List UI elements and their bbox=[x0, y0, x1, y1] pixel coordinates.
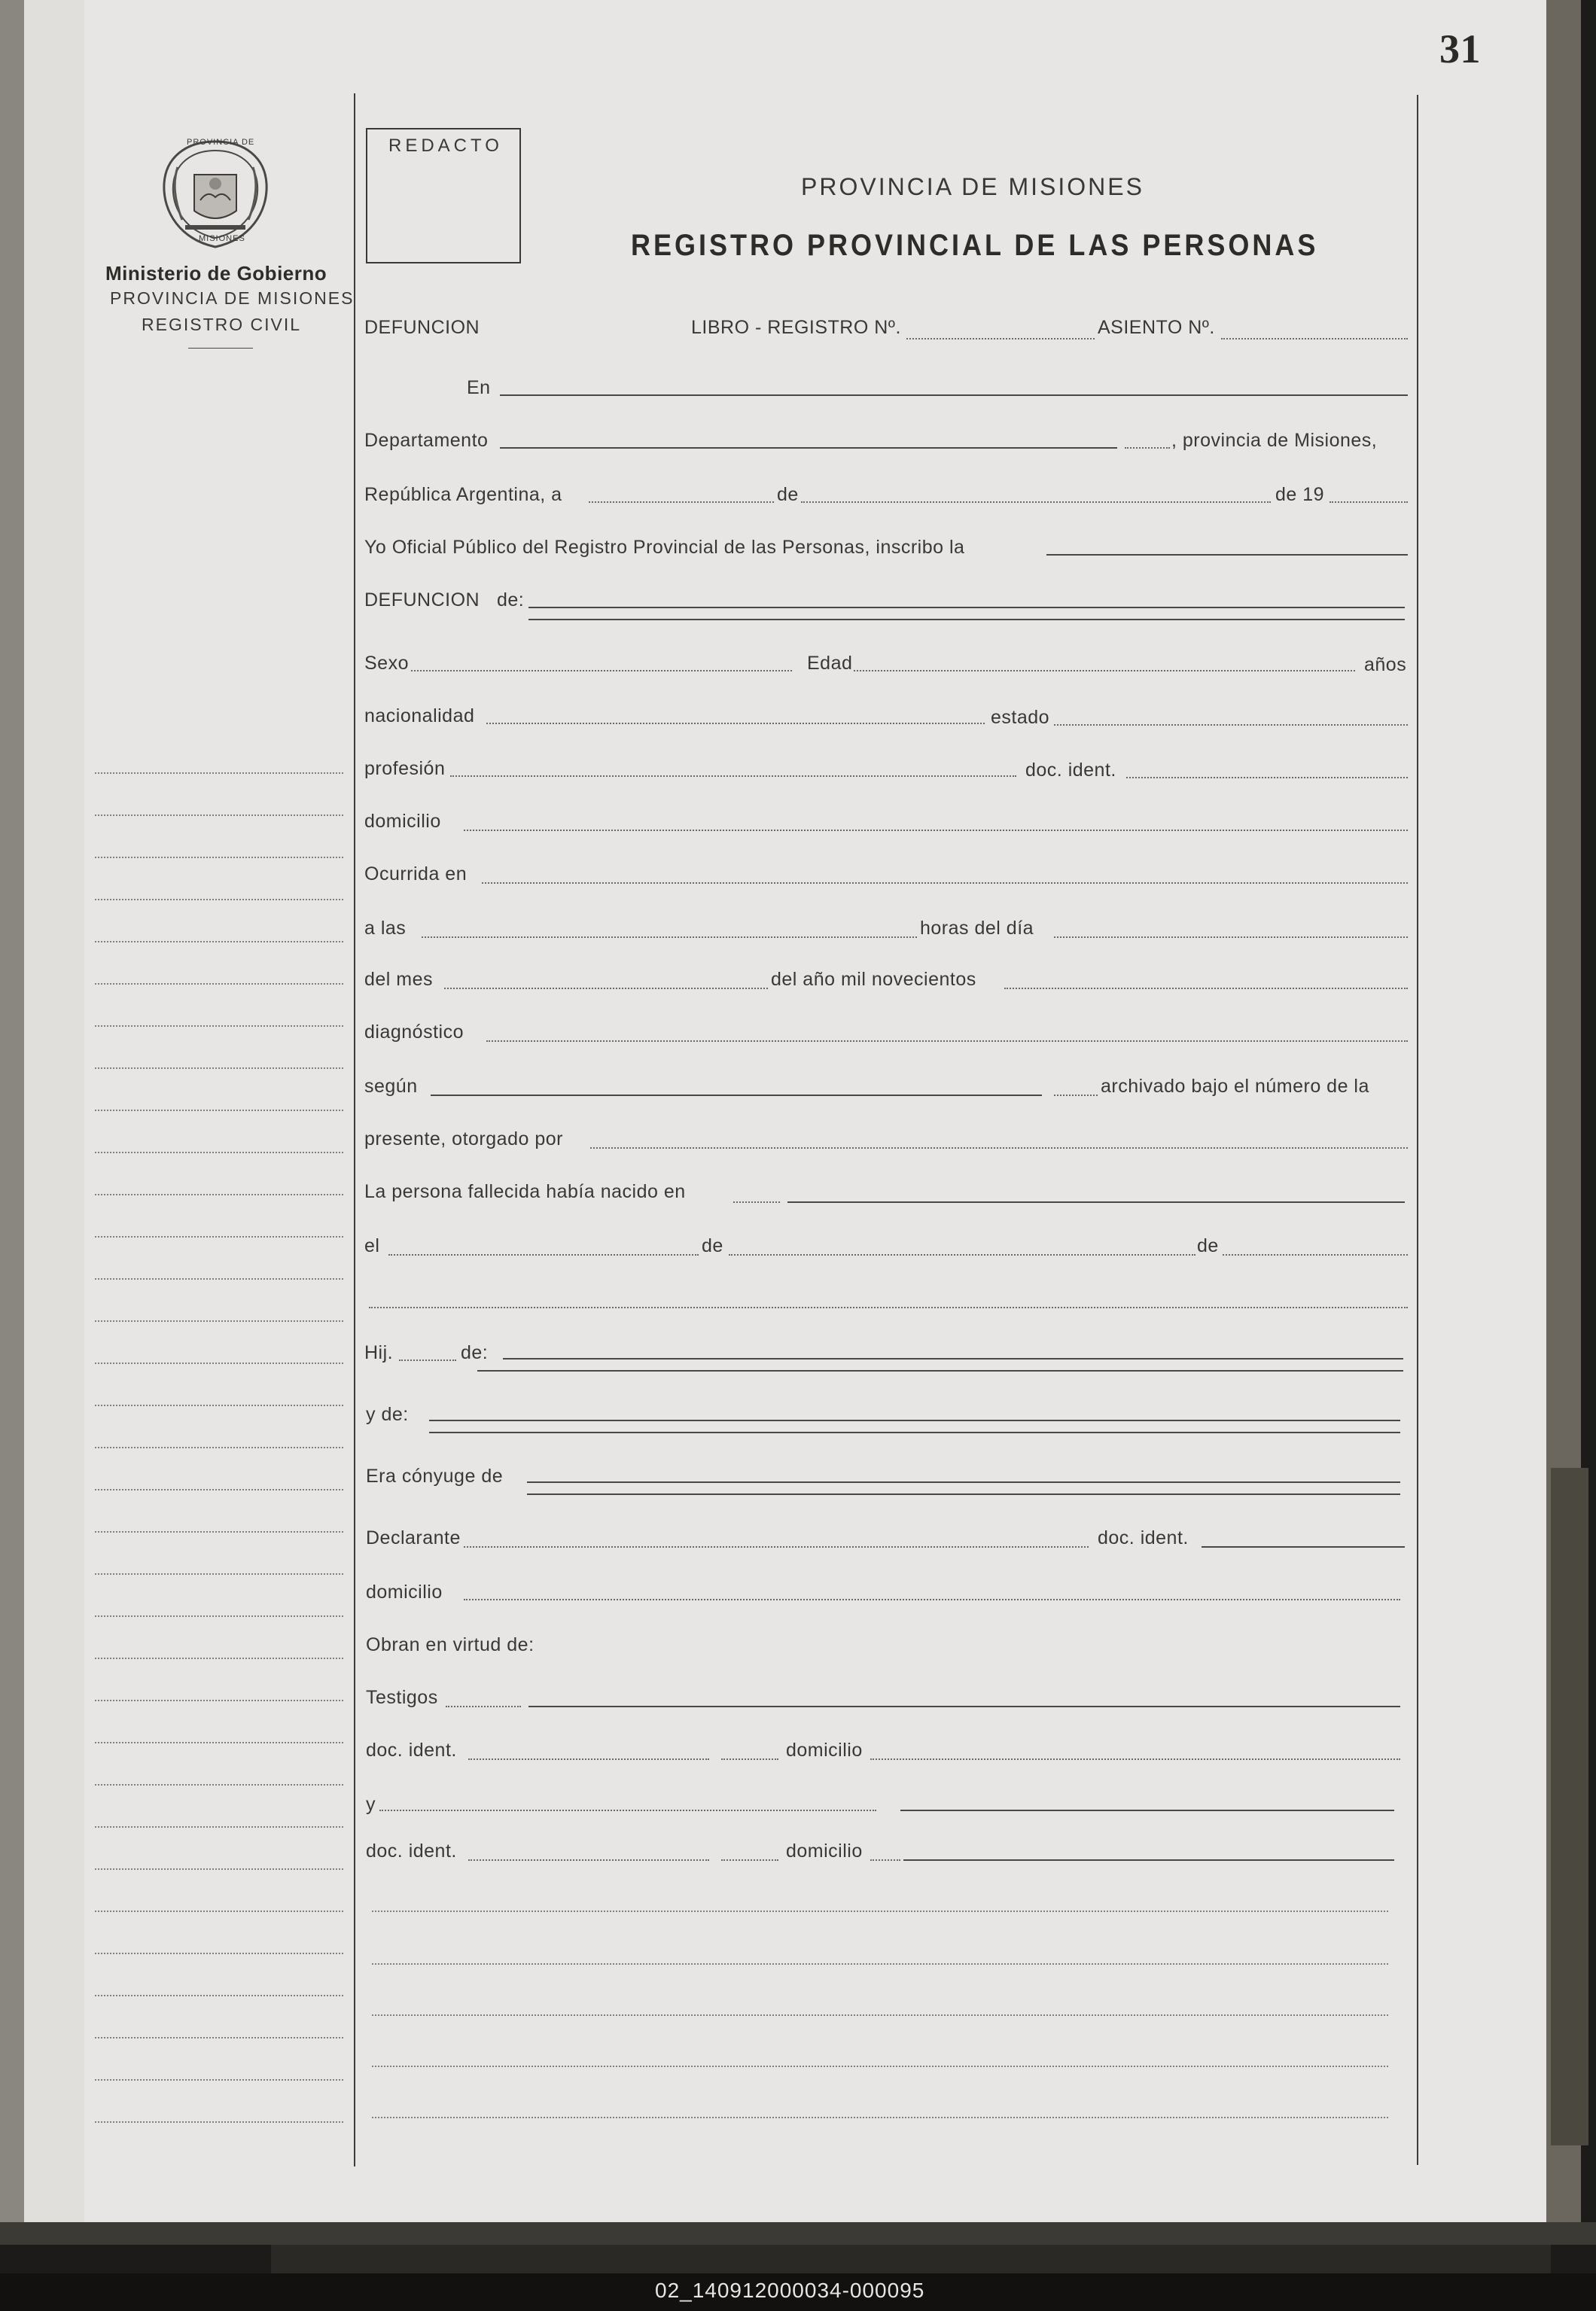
year-field[interactable] bbox=[1329, 501, 1408, 503]
a-las-field[interactable] bbox=[422, 936, 917, 938]
era-conyuge-label: Era cónyuge de bbox=[366, 1466, 504, 1487]
testigo1-doc-ident-field[interactable] bbox=[468, 1758, 709, 1760]
archivado-text: archivado bajo el número de la bbox=[1101, 1076, 1369, 1097]
del-ano-label: del año mil novecientos bbox=[771, 969, 976, 990]
de-19-label: de 19 bbox=[1275, 484, 1325, 505]
declarante-doc-ident-field[interactable] bbox=[1202, 1546, 1405, 1548]
segun-field[interactable] bbox=[431, 1095, 1042, 1096]
ministry-underline bbox=[188, 348, 253, 349]
profesion-field[interactable] bbox=[450, 775, 1016, 777]
anos-label: años bbox=[1364, 654, 1407, 675]
testigo1-doc-ident-field-dots[interactable] bbox=[721, 1758, 778, 1760]
margin-line bbox=[95, 1573, 343, 1575]
margin-line bbox=[95, 1953, 343, 1954]
header-title: REGISTRO PROVINCIAL DE LAS PERSONAS bbox=[631, 227, 1319, 262]
testigo2-doc-ident-label: doc. ident. bbox=[366, 1841, 457, 1862]
margin-line bbox=[95, 2079, 343, 2081]
defuncion-de-suffix: de: bbox=[497, 589, 525, 610]
margin-line bbox=[95, 1489, 343, 1490]
defuncion-de-field-2[interactable] bbox=[528, 619, 1405, 620]
margin-line bbox=[95, 1152, 343, 1153]
era-conyuge-field-2[interactable] bbox=[527, 1493, 1400, 1495]
right-margin-rule bbox=[1417, 95, 1418, 2165]
departamento-label: Departamento bbox=[364, 430, 489, 451]
testigo2-domicilio-field-dots[interactable] bbox=[870, 1859, 900, 1861]
testigo2-field[interactable] bbox=[900, 1810, 1394, 1811]
asiento-label: ASIENTO Nº. bbox=[1098, 317, 1215, 338]
republica-a-label: República Argentina, a bbox=[364, 484, 562, 505]
libro-registro-field[interactable] bbox=[906, 338, 1095, 339]
seal-text-top: PROVINCIA DE bbox=[187, 138, 255, 147]
testigos-field-dots[interactable] bbox=[446, 1706, 521, 1707]
declarante-domicilio-field[interactable] bbox=[464, 1599, 1400, 1600]
ministry-province: PROVINCIA DE MISIONES bbox=[110, 288, 355, 308]
presente-otorgado-label: presente, otorgado por bbox=[364, 1128, 563, 1149]
margin-line bbox=[95, 1363, 343, 1364]
margin-line bbox=[95, 1110, 343, 1111]
domicilio-field[interactable] bbox=[464, 830, 1408, 831]
defuncion-de-label: DEFUNCION bbox=[364, 589, 480, 610]
seal-text-bottom: MISIONES bbox=[199, 234, 245, 243]
margin-line bbox=[95, 2037, 343, 2038]
profesion-label: profesión bbox=[364, 758, 446, 779]
asiento-field[interactable] bbox=[1221, 338, 1408, 339]
estado-field[interactable] bbox=[1054, 724, 1408, 726]
margin-line bbox=[95, 1658, 343, 1659]
margin-line bbox=[95, 1447, 343, 1448]
hij-label: Hij. bbox=[364, 1342, 394, 1363]
del-ano-field[interactable] bbox=[1004, 988, 1408, 989]
segun-field-dots[interactable] bbox=[1054, 1095, 1098, 1096]
margin-line bbox=[95, 1531, 343, 1533]
header-province: PROVINCIA DE MISIONES bbox=[801, 173, 1144, 200]
testigo1-domicilio-field[interactable] bbox=[870, 1758, 1400, 1760]
testigo1-domicilio-label: domicilio bbox=[786, 1740, 863, 1761]
blank-line[interactable] bbox=[372, 1911, 1388, 1912]
otorgado-por-field[interactable] bbox=[590, 1147, 1408, 1149]
horas-del-dia-field[interactable] bbox=[1054, 936, 1408, 938]
yo-oficial-text: Yo Oficial Público del Registro Provincial de las Personas, inscribo la bbox=[364, 537, 965, 558]
margin-line bbox=[95, 772, 343, 774]
inscribo-field[interactable] bbox=[1046, 554, 1408, 556]
margin-line bbox=[95, 2121, 343, 2123]
hij-de-field[interactable] bbox=[503, 1358, 1403, 1360]
testigo2-domicilio-label: domicilio bbox=[786, 1841, 863, 1862]
margin-line bbox=[95, 1067, 343, 1069]
margin-line bbox=[95, 983, 343, 985]
defuncion-de-field[interactable] bbox=[528, 607, 1405, 608]
margin-line bbox=[95, 899, 343, 900]
margin-line bbox=[95, 1826, 343, 1828]
doc-ident-field[interactable] bbox=[1126, 777, 1408, 778]
estado-label: estado bbox=[991, 707, 1050, 728]
margin-line bbox=[95, 1995, 343, 1996]
blank-continuation-line[interactable] bbox=[369, 1307, 1408, 1308]
persona-nacido-label: La persona fallecida había nacido en bbox=[364, 1181, 686, 1202]
testigo2-field-dots[interactable] bbox=[379, 1810, 876, 1811]
ocurrida-en-field[interactable] bbox=[482, 882, 1408, 884]
diagnostico-field[interactable] bbox=[486, 1040, 1408, 1042]
margin-line bbox=[95, 1025, 343, 1027]
nacido-en-field[interactable] bbox=[787, 1201, 1405, 1203]
del-mes-field[interactable] bbox=[444, 988, 768, 989]
obran-label: Obran en virtud de: bbox=[366, 1634, 535, 1655]
departamento-field-dots[interactable] bbox=[1125, 447, 1170, 449]
ocurrida-en-label: Ocurrida en bbox=[364, 863, 468, 885]
redacto-label: REDACTO bbox=[388, 135, 503, 156]
birth-day-field[interactable] bbox=[388, 1254, 699, 1256]
ministry-office: REGISTRO CIVIL bbox=[142, 315, 302, 334]
left-margin-rule bbox=[354, 93, 355, 2166]
birth-month-field[interactable] bbox=[729, 1254, 1195, 1256]
testigo1-doc-ident-label: doc. ident. bbox=[366, 1740, 457, 1761]
y-de-field-2[interactable] bbox=[429, 1432, 1400, 1433]
sexo-field[interactable] bbox=[411, 670, 792, 671]
margin-line bbox=[95, 1868, 343, 1870]
declarante-label: Declarante bbox=[366, 1527, 461, 1548]
y-de-field[interactable] bbox=[429, 1420, 1400, 1421]
birth-de-label-1: de bbox=[702, 1235, 723, 1256]
y-label: y bbox=[366, 1794, 376, 1815]
nacido-en-field-dots[interactable] bbox=[733, 1201, 780, 1203]
margin-line bbox=[95, 814, 343, 816]
birth-de-label-2: de bbox=[1197, 1235, 1219, 1256]
day-field[interactable] bbox=[589, 501, 774, 503]
margin-line bbox=[95, 1236, 343, 1238]
file-identifier: 02_140912000034-000095 bbox=[655, 2279, 925, 2302]
blank-line[interactable] bbox=[372, 2117, 1388, 2118]
margin-line bbox=[95, 1700, 343, 1701]
libro-registro-label: LIBRO - REGISTRO Nº. bbox=[691, 317, 901, 338]
era-conyuge-field[interactable] bbox=[527, 1481, 1400, 1483]
margin-line bbox=[95, 1405, 343, 1406]
testigos-label: Testigos bbox=[366, 1687, 438, 1708]
el-label: el bbox=[364, 1235, 380, 1256]
declarante-field[interactable] bbox=[464, 1546, 1089, 1548]
declarante-doc-ident-label: doc. ident. bbox=[1098, 1527, 1189, 1548]
declarante-domicilio-label: domicilio bbox=[366, 1582, 443, 1603]
month-field[interactable] bbox=[801, 501, 1271, 503]
margin-line bbox=[95, 1911, 343, 1912]
en-label: En bbox=[467, 377, 491, 398]
del-mes-label: del mes bbox=[364, 969, 434, 990]
birth-year-field[interactable] bbox=[1223, 1254, 1408, 1256]
de-label: de bbox=[777, 484, 799, 505]
nacionalidad-label: nacionalidad bbox=[364, 705, 475, 726]
edad-label: Edad bbox=[807, 653, 853, 674]
page-number: 31 bbox=[1439, 26, 1481, 72]
defuncion-label: DEFUNCION bbox=[364, 317, 480, 338]
en-field[interactable] bbox=[500, 394, 1408, 396]
hij-de-label: de: bbox=[461, 1342, 489, 1363]
doc-ident-label: doc. ident. bbox=[1025, 760, 1116, 781]
margin-line bbox=[95, 1742, 343, 1743]
hij-suffix-field[interactable] bbox=[399, 1360, 456, 1361]
hij-de-field-2[interactable] bbox=[477, 1370, 1403, 1372]
testigo2-domicilio-field[interactable] bbox=[903, 1859, 1394, 1861]
horas-del-dia-label: horas del día bbox=[920, 918, 1034, 939]
margin-line bbox=[95, 1320, 343, 1322]
blank-line[interactable] bbox=[372, 1963, 1388, 1965]
provincia-misiones-text: , provincia de Misiones, bbox=[1171, 430, 1378, 451]
margin-line bbox=[95, 1615, 343, 1617]
blank-line[interactable] bbox=[372, 2066, 1388, 2067]
margin-line bbox=[95, 941, 343, 942]
margin-line bbox=[95, 1784, 343, 1786]
testigos-field[interactable] bbox=[528, 1706, 1400, 1707]
margin-line bbox=[95, 857, 343, 858]
nacionalidad-field[interactable] bbox=[486, 723, 985, 724]
sexo-label: Sexo bbox=[364, 653, 409, 674]
testigo2-doc-ident-field[interactable] bbox=[468, 1859, 709, 1861]
domicilio-label: domicilio bbox=[364, 811, 441, 832]
a-las-label: a las bbox=[364, 918, 407, 939]
segun-label: según bbox=[364, 1076, 418, 1097]
blank-line[interactable] bbox=[372, 2014, 1388, 2016]
ministry-name: Ministerio de Gobierno bbox=[105, 262, 327, 285]
y-de-label: y de: bbox=[366, 1404, 409, 1425]
margin-line bbox=[95, 1278, 343, 1280]
edad-field[interactable] bbox=[854, 670, 1355, 671]
margin-line bbox=[95, 1194, 343, 1195]
diagnostico-label: diagnóstico bbox=[364, 1022, 464, 1043]
departamento-field[interactable] bbox=[500, 447, 1117, 449]
testigo2-doc-ident-field-dots[interactable] bbox=[721, 1859, 778, 1861]
